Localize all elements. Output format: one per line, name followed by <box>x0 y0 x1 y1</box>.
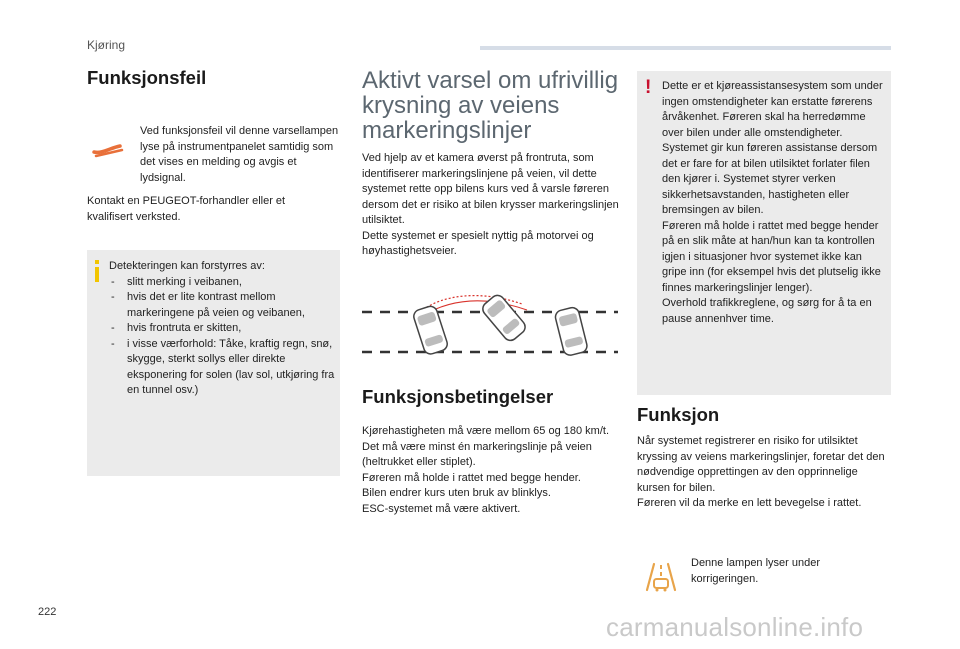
info-item: - slitt merking i veibanen, <box>109 275 337 291</box>
warning-box <box>637 71 891 395</box>
info-box <box>87 250 340 476</box>
lane-correction-illustration <box>362 282 618 358</box>
page-number: 222 <box>38 606 57 618</box>
warning-paragraph: Dette er et kjøreassistansesystem som under ingen omstendigheter kan erstatte førerens årvåkenhet. Føreren skal ha herredømme over bilen under alle omstendigheter. <box>662 80 883 139</box>
warning-paragraph: Systemet gir kun føreren assistanse dersom det er fare for at bilen utilsiktet forlater filen den kjører i. Systemet styrer verken sikkerhetsavstanden, hastigheten eller bremsingen av bilen. <box>662 142 878 216</box>
condition-line: Føreren må holde i rattet med begge hender. <box>362 471 581 484</box>
section-label: Kjøring <box>87 38 126 52</box>
condition-line: Bilen endrer kurs uten bruk av blinklys. <box>362 487 551 499</box>
header-rule <box>480 46 891 50</box>
icon-description: Ved funksjonsfeil vil denne varsellampen lyse på instrumentpanelet samtidig som det vises en melding og avgis et lydsignal. <box>140 125 339 184</box>
info-icon <box>92 260 102 282</box>
lamp-description: Denne lampen lyser under korrigeringen. <box>691 557 821 585</box>
lane-warning-icon <box>92 138 128 158</box>
title-funksjon: Funksjon <box>637 404 720 425</box>
condition-line: Det må være minst én markeringslinje på veien (heltrukket eller stiplet). <box>362 440 592 468</box>
intro-paragraph-2: Dette systemet er spesielt nyttig på motorvei og høyhastighetsveier. <box>362 229 594 257</box>
function-paragraph-2: Føreren vil da merke en lett bevegelse i rattet. <box>637 497 862 509</box>
info-item: - hvis frontruta er skitten, <box>109 321 337 337</box>
lane-correction-lamp-icon <box>644 562 678 592</box>
intro-paragraph: Ved hjelp av et kamera øverst på frontruta, som identifiserer markeringslinjene på veien, vil dette systemet rette opp bilens kurs ved å varsle føreren dersom det er risiko at bilen krysser markeringslinjen utilsiktet. <box>362 152 619 226</box>
warning-paragraph: Føreren må holde i rattet med begge hender på en slik måte at han/hun kan ta kontrollen igjen i situasjoner hvor systemet ikke kan gripe inn (for eksempel hvis det plutselig ikke finnes markeringslinjer lenger). <box>662 219 881 294</box>
info-item: - i visse værforhold: Tåke, kraftig regn, snø, skygge, sterkt sollys eller direkte eksponering for solen (lav sol, utkjøring fra en tunnel osv.) <box>109 337 337 399</box>
info-item: - hvis det er lite kontrast mellom markeringene på veien og veibanen, <box>109 290 337 321</box>
title-funksjonsfeil: Funksjonsfeil <box>87 67 207 88</box>
condition-line: ESC-systemet må være aktivert. <box>362 502 521 515</box>
watermark: carmanualsonline.info <box>606 612 864 642</box>
function-text <box>637 434 891 512</box>
intro-text <box>362 151 620 260</box>
title-funksjonsbetingelser: Funksjonsbetingelser <box>362 386 554 407</box>
condition-line: Kjørehastigheten må være mellom 65 og 180 km/t. <box>362 425 610 437</box>
warning-paragraph: Overhold trafikkreglene, og sørg for å ta en pause annenhver time. <box>662 297 872 325</box>
title-aktivt-varsel: Aktivt varsel om ufrivillig krysning av veiens markeringslinjer <box>362 67 619 144</box>
conditions-text <box>362 424 620 517</box>
info-intro: Detekteringen kan forstyrres av: <box>109 260 265 272</box>
warning-icon: ! <box>645 77 652 98</box>
contact-text: Kontakt en PEUGEOT-forhandler eller et kvalifisert verksted. <box>87 195 286 223</box>
function-paragraph: Når systemet registrerer en risiko for utilsiktet kryssing av veiens markeringslinjer, foretar det den nødvendige opprettingen av den opprinnelige kursen for bilen. <box>637 435 885 494</box>
